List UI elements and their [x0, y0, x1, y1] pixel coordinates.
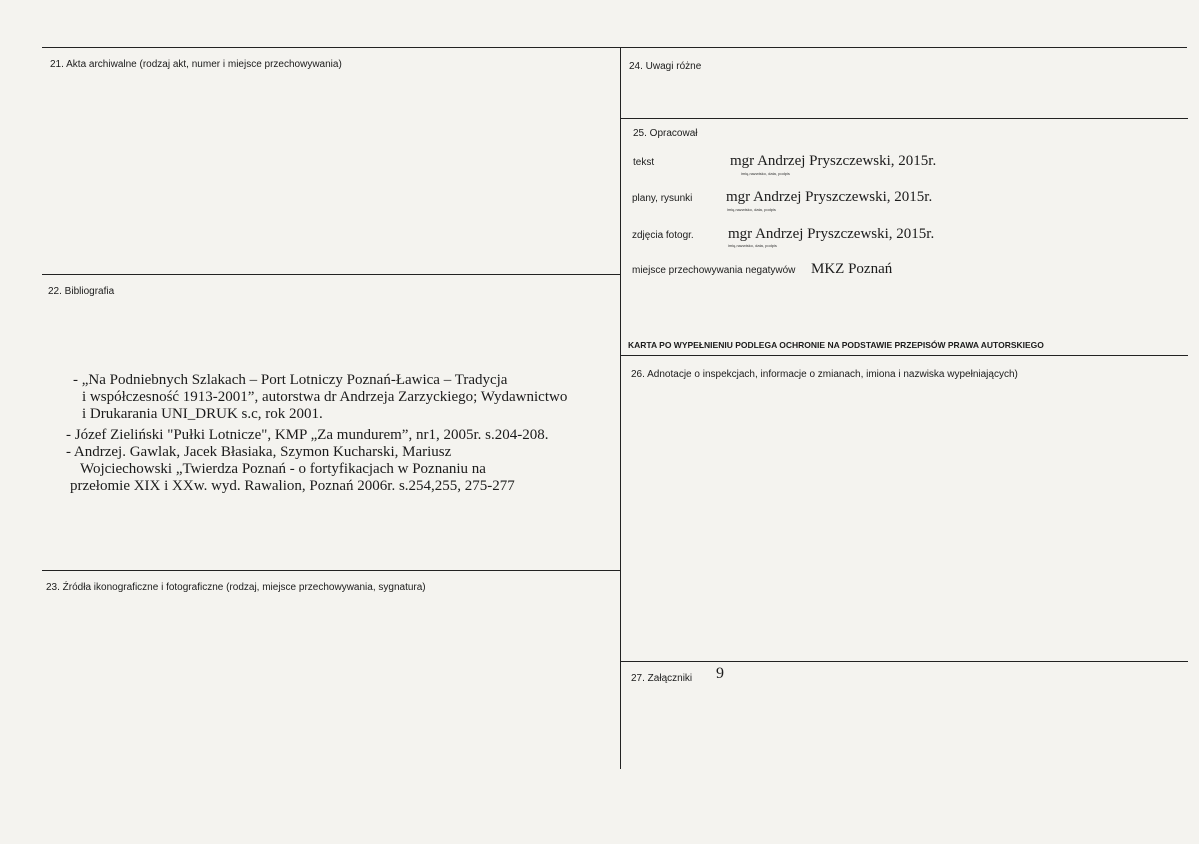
bibliography-line: Wojciechowski „Twierdza Poznań - o fortyfikacjach w Poznaniu na: [80, 461, 486, 477]
divider-24-25: [621, 118, 1188, 119]
bibliography-line: i Drukarania UNI_DRUK s.c, rok 2001.: [82, 406, 323, 422]
opracowal-label-plany: plany, rysunki: [632, 193, 693, 204]
negatives-label: miejsce przechowywania negatywów: [632, 265, 796, 276]
bibliography-line: przełomie XIX i XXw. wyd. Rawalion, Poznań 2006r. s.254,255, 275-277: [70, 478, 515, 494]
section-27-label: 27. Załączniki: [631, 673, 693, 684]
divider-25-26: [621, 355, 1188, 356]
section-22-label: 22. Bibliografia: [48, 286, 115, 297]
negatives-value: MKZ Poznań: [811, 261, 893, 277]
section-23-label: 23. Źródła ikonograficzne i fotograficzne (rodzaj, miejsce przechowywania, sygnatura): [46, 582, 426, 593]
bibliography-line: - „Na Podniebnych Szlakach – Port Lotniczy Poznań-Ławica – Tradycja: [73, 372, 508, 388]
divider-22-23: [42, 570, 621, 571]
section-24-label: 24. Uwagi różne: [629, 61, 702, 72]
opracowal-value-tekst: mgr Andrzej Pryszczewski, 2015r.: [730, 153, 937, 169]
opracowal-hint-plany: imię,nazwisko, data, podpis: [727, 207, 776, 212]
opracowal-value-plany: mgr Andrzej Pryszczewski, 2015r.: [726, 189, 933, 205]
divider-21-22: [42, 274, 621, 275]
bibliography-line: - Józef Zieliński "Pułki Lotnicze", KMP „Za mundurem”, nr1, 2005r. s.204-208.: [66, 427, 549, 443]
section-26-label: 26. Adnotacje o inspekcjach, informacje o zmianach, imiona i nazwiska wypełniających): [631, 369, 1018, 380]
opracowal-label-zdjecia: zdjęcia fotogr.: [632, 230, 694, 241]
section-21-label: 21. Akta archiwalne (rodzaj akt, numer i miejsce przechowywania): [50, 59, 342, 70]
attachments-count: 9: [716, 665, 724, 682]
top-border-line: [42, 47, 1187, 48]
bibliography-line: - Andrzej. Gawlak, Jacek Błasiaka, Szymon Kucharski, Mariusz: [66, 444, 452, 460]
section-25-label: 25. Opracował: [633, 128, 698, 139]
opracowal-hint-zdjecia: imię,nazwisko, data, podpis: [728, 243, 777, 248]
bibliography-line: i współczesność 1913-2001”, autorstwa dr Andrzeja Zarzyckiego; Wydawnictwo: [82, 389, 568, 405]
divider-26-27: [621, 661, 1188, 662]
copyright-notice: KARTA PO WYPEŁNIENIU PODLEGA OCHRONIE NA PODSTAWIE PRZEPISÓW PRAWA AUTORSKIEGO: [628, 340, 1044, 350]
opracowal-label-tekst: tekst: [633, 157, 655, 168]
opracowal-value-zdjecia: mgr Andrzej Pryszczewski, 2015r.: [728, 226, 935, 242]
opracowal-hint-tekst: imię,nazwisko, data, podpis: [741, 171, 790, 176]
